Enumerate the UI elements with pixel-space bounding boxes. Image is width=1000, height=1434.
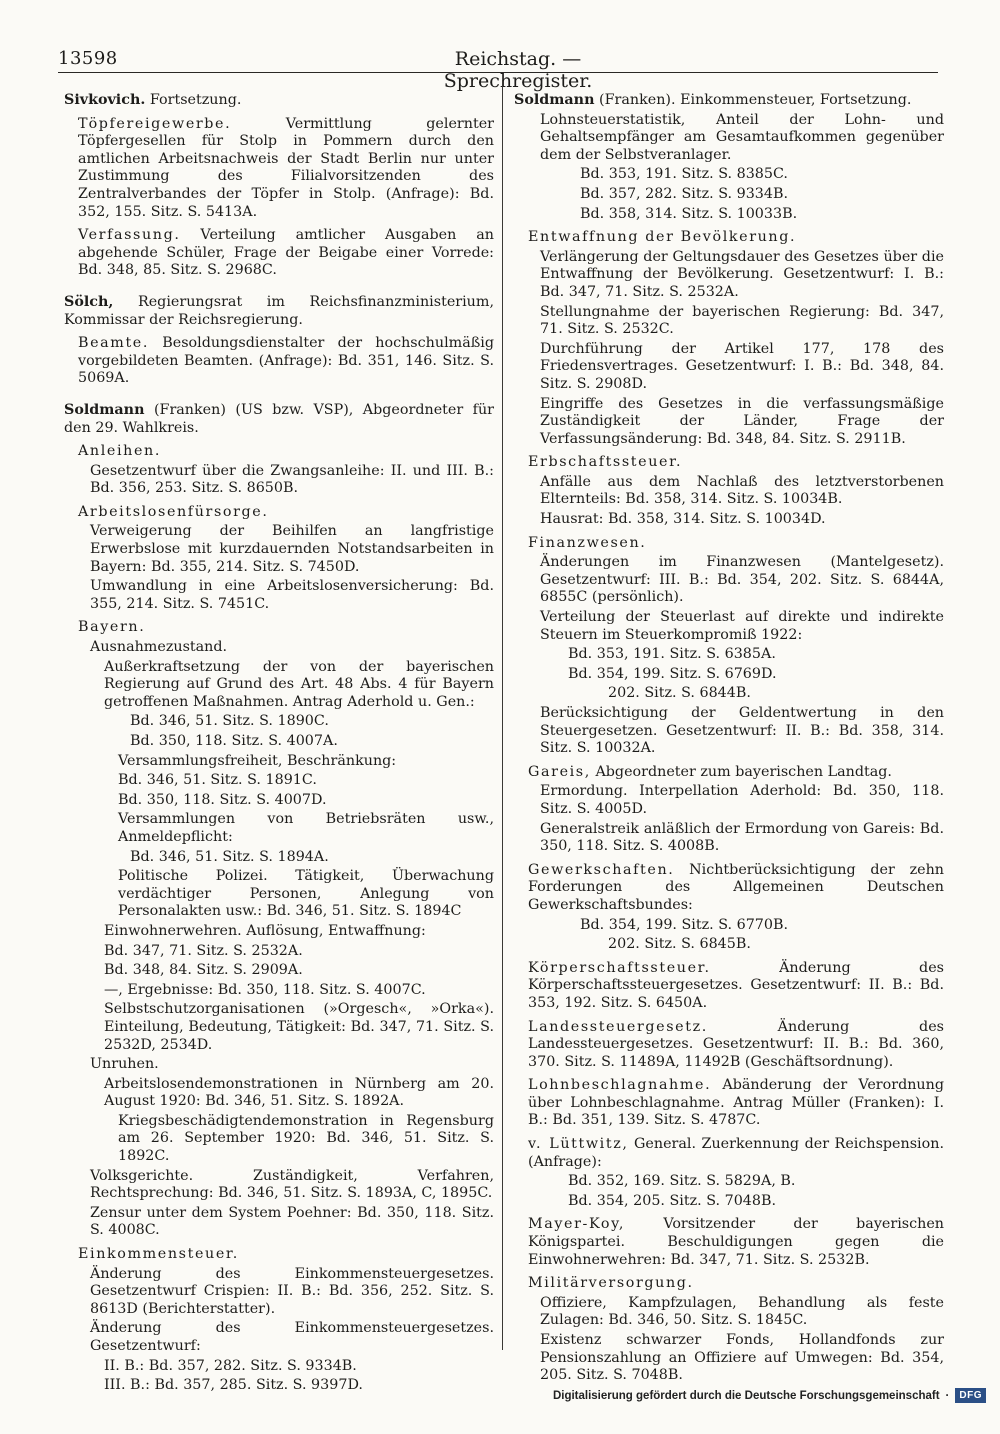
page-header [58,42,938,92]
entry-text: Abänderung der Verordnung über Lohnbeschlagnahme. Antrag Müller (Franken): I. B.: Bd. 351, 139. Sitz. S. 4787C. [528,1077,944,1129]
entry-text: Bd. 350, 118. Sitz. S. 4007D. [118,791,327,808]
index-entry [514,112,944,165]
entry-text: Verlängerung der Geltungsdauer des Gesetzes über die Entwaffnung der Bevölkerung. Gesetzentwurf: I. B.: Bd. 347, 71. Sitz. S. 2532A. [540,248,944,300]
index-entry [64,868,494,921]
index-entry [64,1168,494,1203]
subject-keyword: Gewerkschaften. [528,861,675,878]
entry-text: Bd. 346, 51. Sitz. S. 1894A. [130,848,329,865]
index-entry [64,733,494,751]
index-entry-heading [514,92,944,110]
index-entry [514,862,944,915]
subject-keyword: Erbschaftssteuer. [528,454,683,471]
index-entry [514,685,944,703]
subject-keyword: Bayern. [78,619,146,636]
index-entry [514,166,944,184]
index-entry [64,227,494,280]
index-entry [514,304,944,339]
left-column [64,92,494,1397]
index-entry [514,249,944,302]
entry-text: Einwohnerwehren. Auflösung, Entwaffnung: [104,922,426,939]
entry-text: Anfälle aus dem Nachlaß des letztverstorbenen Elternteils: Bd. 358, 314. Sitz. S. 10034B. [540,473,944,508]
entry-text: Versammlungen von Betriebsräten usw., Anmeldepflicht: [118,811,494,845]
index-entry [64,1320,494,1355]
index-entry [514,474,944,509]
running-title: Reichstag. — Sprechregister. [443,48,593,92]
entry-text: Kriegsbeschädigtendemonstration in Regensburg am 26. September 1920: Bd. 346, 51. Sitz. S. 1892C. [118,1112,494,1165]
index-entry-heading [64,402,494,437]
index-entry [64,504,494,522]
entry-text: Gesetzentwurf über die Zwangsanleihe: II. und III. B.: Bd. 356, 253. Sitz. S. 8650B. [90,462,494,497]
index-entry [514,1019,944,1072]
entry-text: Verweigerung der Beihilfen an langfristige Erwerbslose mit kurzdauernden Notstandsarbeiten in Bayern: Bd. 355, 214. Sitz. S. 7450D. [90,523,494,575]
entry-text: Bd. 346, 51. Sitz. S. 1890C. [130,713,329,730]
subject-keyword: Mayer-Koy, [528,1216,625,1233]
index-entry-heading [64,92,494,110]
entry-text: II. B.: Bd. 357, 282. Sitz. S. 9334B. [104,1357,357,1374]
entry-text: General. Zuerkennung der Reichspension. (Anfrage): [528,1136,944,1170]
entry-text: Politische Polizei. Tätigkeit, Überwachung verdächtiger Personen, Anlegung von Personalakten usw.: Bd. 346, 51. Sitz. S. 1894C [118,868,494,920]
index-entry [64,335,494,388]
subject-keyword: Anleihen. [78,443,161,460]
index-entry [64,1076,494,1111]
index-entry-heading [64,294,494,329]
entry-text: Änderung des Einkommensteuergesetzes. Gesetzentwurf: [90,1320,494,1354]
index-entry [64,463,494,498]
entry-text: Verteilung amtlicher Ausgaben an abgehende Schüler, Frage der Beigabe einer Vorrede: Bd. 348, 85. Sitz. S. 2968C. [78,227,494,279]
right-column [514,92,944,1387]
entry-text: (Franken) (US bzw. VSP), Abgeordneter für den 29. Wahlkreis. [64,401,494,436]
entry-text: —, Ergebnisse: Bd. 350, 118. Sitz. S. 4007C. [104,981,426,998]
column-divider [502,80,503,1350]
entry-text: Bd. 353, 191. Sitz. S. 6385A. [568,646,776,663]
entry-text: Bd. 346, 51. Sitz. S. 1891C. [118,772,317,789]
entry-text: Verteilung der Steuerlast auf direkte und indirekte Steuern im Steuerkompromiß 1922: [540,609,944,643]
entry-text: Durchführung der Artikel 177, 178 des Friedensvertrages. Gesetzentwurf: I. B.: Bd. 348, 84. Sitz. S. 2908D. [540,340,944,392]
entry-text: Volksgerichte. Zuständigkeit, Verfahren, Rechtsprechung: Bd. 346, 51. Sitz. S. 1893A, C, 1895C. [90,1167,494,1202]
index-entry [514,554,944,607]
index-entry [514,705,944,758]
entry-text: Änderung des Landessteuergesetzes. Gesetzentwurf: II. B.: Bd. 360, 370. Sitz. S. 11489A, 11492B (Geschäftsordnung). [528,1018,944,1070]
index-entry [64,811,494,846]
index-entry [64,962,494,980]
entry-text: (Franken). Einkommensteuer, Fortsetzung. [594,92,912,108]
index-entry [514,1193,944,1211]
person-name: Sölch, [64,293,114,310]
index-entry [64,772,494,790]
subject-keyword: Gareis, [528,763,591,780]
index-entry [64,1358,494,1376]
entry-text: Generalstreik anläßlich der Ermordung von Gareis: Bd. 350, 118. Sitz. S. 4008B. [540,820,944,855]
index-entry [64,1205,494,1240]
index-entry [64,523,494,576]
footer: Digitalisierung gefördert durch die Deutsche Forschungsgemeinschaft · DFG [553,1388,986,1403]
entry-text: Lohnsteuerstatistik, Anteil der Lohn- und Gehaltsempfänger am Gesamtaufkommen gegenüber dem der Selbstveranlager. [540,111,944,163]
header-rule [58,72,938,73]
entry-text: Stellungnahme der bayerischen Regierung: Bd. 347, 71. Sitz. S. 2532C. [540,303,944,338]
index-entry [64,1377,494,1395]
entry-text: Bd. 357, 282. Sitz. S. 9334B. [580,185,789,202]
entry-text: Bd. 350, 118. Sitz. S. 4007A. [130,733,338,749]
index-entry [64,1113,494,1166]
entry-text: Bd. 354, 205. Sitz. S. 7048B. [568,1192,777,1209]
index-entry [514,1136,944,1171]
entry-text: Unruhen. [90,1056,159,1073]
person-name: Sivkovich. [64,92,146,108]
index-entry [514,960,944,1013]
index-entry [64,1266,494,1319]
subject-keyword: Entwaffnung der Bevölkerung. [528,229,797,246]
subject-keyword: Finanzwesen. [528,534,647,551]
entry-text: Zensur unter dem System Poehner: Bd. 350, 118. Sitz. S. 4008C. [90,1204,494,1239]
index-entry [64,116,494,222]
entry-text: Ausnahmezustand. [90,639,228,656]
index-entry [64,639,494,657]
entry-text: Abgeordneter zum bayerischen Landtag. [590,763,892,780]
entry-text: 202. Sitz. S. 6844B. [608,685,751,702]
person-name: Soldmann [64,401,145,418]
index-entry [514,609,944,644]
entry-text: Selbstschutzorganisationen (»Orgesch«, »Orka«). Einteilung, Bedeutung, Tätigkeit: Bd. 347, 71. Sitz. S. 2532D, 2534D. [104,1001,494,1053]
index-entry [514,454,944,472]
subject-keyword: Töpfereigewerbe. [78,115,232,132]
entry-text: Existenz schwarzer Fonds, Hollandfonds zur Pensionszahlung an Offiziere auf Umwegen: Bd. 354, 205. Sitz. S. 7048B. [540,1332,944,1384]
person-name: Soldmann [514,92,595,108]
index-entry [514,1275,944,1293]
index-entry [514,821,944,856]
index-entry [514,1077,944,1130]
entry-text: Außerkraftsetzung der von der bayerischen Regierung auf Grund des Art. 48 Abs. 4 für Bayern getroffenen Maßnahmen. Antrag Aderhold u. Gen.: [104,658,494,710]
index-entry [514,186,944,204]
index-entry [64,443,494,461]
subject-keyword: Landessteuergesetz. [528,1018,708,1035]
index-entry [514,535,944,553]
page-number: 13598 [58,48,118,69]
entry-text: Änderung des Einkommensteuergesetzes. Gesetzentwurf Crispien: II. B.: Bd. 356, 252. Sitz. S. 8613D (Berichterstatter). [90,1265,494,1317]
index-entry [514,783,944,818]
index-entry [514,1173,944,1191]
index-entry [514,1216,944,1269]
subject-keyword: Einkommensteuer. [78,1246,239,1263]
index-entry [514,396,944,449]
index-entry [64,1246,494,1264]
subject-keyword: Arbeitslosenfürsorge. [78,503,269,520]
entry-text: Änderungen im Finanzwesen (Mantelgesetz). Gesetzentwurf: III. B.: Bd. 354, 202. Sitz. S. 6844A, 6855C (persönlich). [540,554,944,606]
entry-text: Bd. 348, 84. Sitz. S. 2909A. [104,962,303,979]
dfg-logo: DFG [955,1388,986,1403]
index-entry [64,1056,494,1074]
index-entry [514,206,944,224]
index-entry [64,619,494,637]
index-entry [64,1001,494,1054]
index-entry [64,792,494,810]
entry-text: Besoldungsdienstalter der hochschulmäßig vorgebildeten Beamten. (Anfrage): Bd. 351, 146. Sitz. S. 5069A. [78,335,494,387]
index-entry [64,713,494,731]
entry-text: Offiziere, Kampfzulagen, Behandlung als feste Zulagen: Bd. 346, 50. Sitz. S. 1845C. [540,1294,944,1329]
index-entry [514,917,944,935]
entry-text: Regierungsrat im Reichsfinanzministerium, Kommissar der Reichsregierung. [64,293,494,328]
index-entry [514,666,944,684]
entry-text: Nichtberücksichtigung der zehn Forderungen des Allgemeinen Deutschen Gewerkschaftsbundes: [528,861,944,913]
index-entry [514,764,944,782]
entry-text: Hausrat: Bd. 358, 314. Sitz. S. 10034D. [540,511,826,528]
entry-text: Bd. 353, 191. Sitz. S. 8385C. [580,166,788,183]
subject-keyword: Militärversorgung. [528,1275,694,1292]
index-entry [64,849,494,867]
entry-text: Bd. 354, 199. Sitz. S. 6769D. [568,665,777,682]
index-entry [64,578,494,613]
index-entry [514,511,944,529]
entry-text: Arbeitslosendemonstrationen in Nürnberg am 20. August 1920: Bd. 346, 51. Sitz. S. 1892A. [104,1075,494,1110]
entry-text: Umwandlung in eine Arbeitslosenversicherung: Bd. 355, 214. Sitz. S. 7451C. [90,578,494,612]
subject-keyword: Körperschaftssteuer. [528,959,711,976]
subject-keyword: Verfassung. [78,227,181,244]
index-entry [64,659,494,712]
index-entry [64,923,494,941]
index-entry [64,943,494,961]
entry-text: Änderung des Körperschaftssteuergesetzes. Gesetzentwurf: II. B.: Bd. 353, 192. Sitz. S. 6450A. [528,959,944,1011]
subject-keyword: Lohnbeschlagnahme. [528,1077,712,1094]
entry-text: Ermordung. Interpellation Aderhold: Bd. 350, 118. Sitz. S. 4005D. [540,783,944,817]
index-entry [514,229,944,247]
index-entry [514,936,944,954]
index-entry [64,753,494,771]
entry-text: Bd. 358, 314. Sitz. S. 10033B. [580,205,798,222]
index-entry [514,646,944,664]
entry-text: III. B.: Bd. 357, 285. Sitz. S. 9397D. [104,1377,363,1394]
entry-text: Bd. 347, 71. Sitz. S. 2532A. [104,942,303,959]
funding-credit: Digitalisierung gefördert durch die Deutsche Forschungsgemeinschaft [552,1389,940,1402]
entry-text: Vorsitzender der bayerischen Königspartei. Beschuldigungen gegen die Einwohnerwehren: Bd. 347, 71. Sitz. S. 2532B. [528,1216,944,1268]
entry-text: 202. Sitz. S. 6845B. [608,936,751,953]
index-entry [514,1332,944,1385]
index-entry [514,1295,944,1330]
entry-text: Versammlungsfreiheit, Beschränkung: [118,752,397,769]
index-entry [64,982,494,1000]
entry-text: Eingriffe des Gesetzes in die verfassungsmäßige Zuständigkeit der Länder, Frage der Verfassungsänderung: Bd. 348, 84. Sitz. S. 2911B. [540,395,944,447]
entry-text: Fortsetzung. [145,92,242,108]
entry-text: Vermittlung gelernter Töpfergesellen für Stolp in Pommern durch den amtlichen Arbeitsnachweis der Stadt Berlin nur unter Zustimmung des Filialvorsitzenden des Zentralverbandes der Töpfer in Stolp. (Anfrage): Bd. 352, 155. Sitz. S. 5413A. [78,115,494,220]
index-entry [514,341,944,394]
entry-text: Bd. 354, 199. Sitz. S. 6770B. [580,916,789,933]
entry-text: Berücksichtigung der Geldentwertung in den Steuergesetzen. Gesetzentwurf: II. B.: Bd. 358, 314. Sitz. S. 10032A. [540,705,944,757]
subject-keyword: v. Lüttwitz, [528,1136,629,1153]
subject-keyword: Beamte. [78,335,149,352]
entry-text: Bd. 352, 169. Sitz. S. 5829A, B. [568,1173,796,1190]
